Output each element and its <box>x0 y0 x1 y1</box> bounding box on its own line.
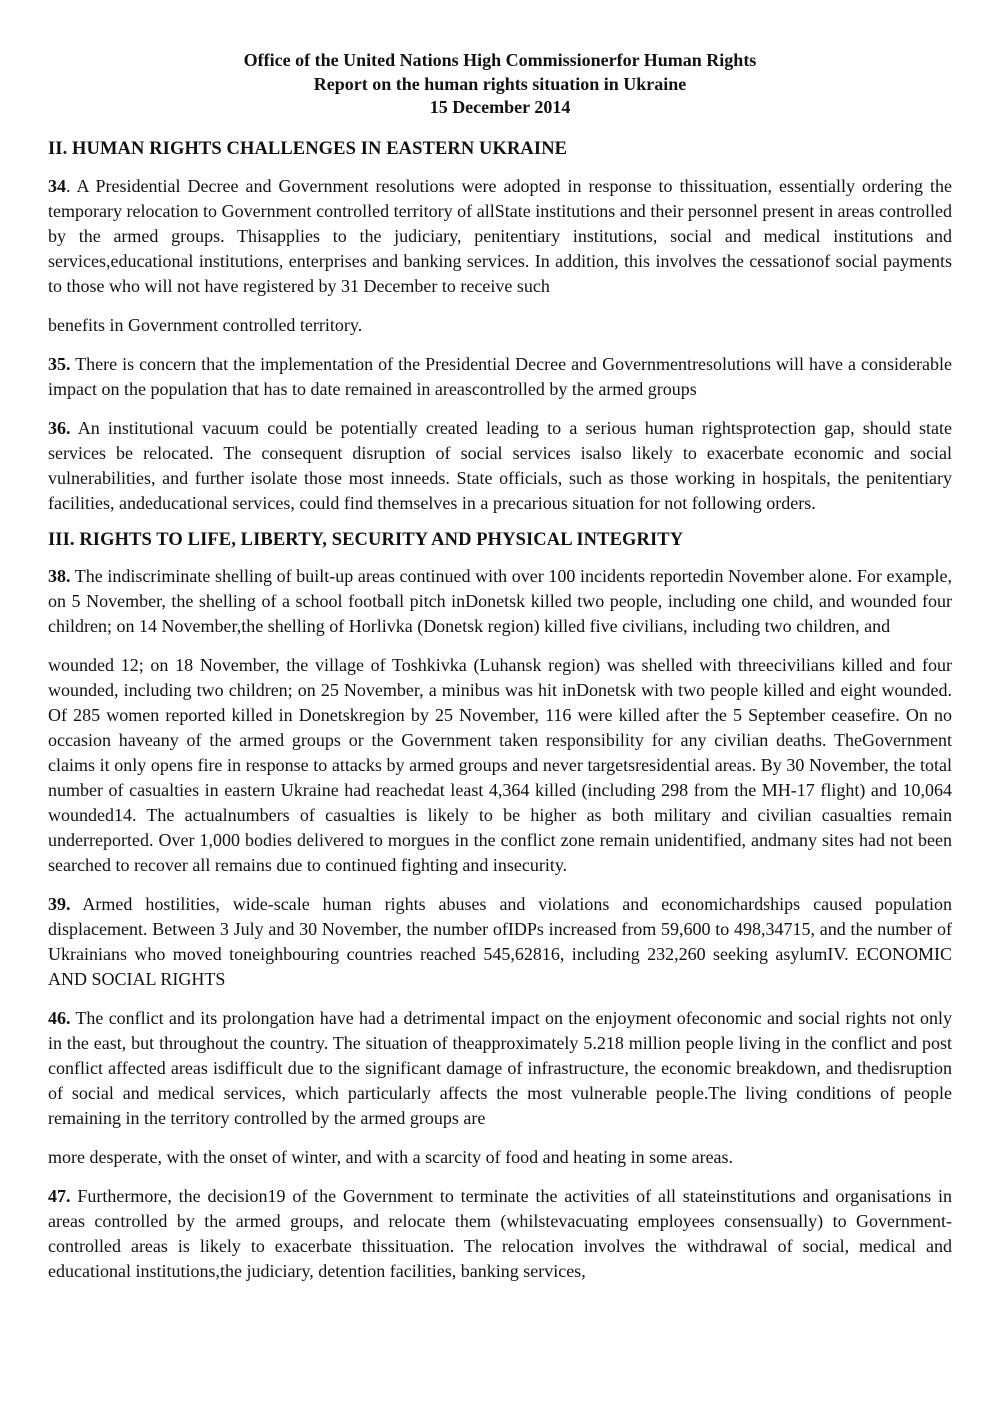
paragraph-number: 38. <box>48 565 71 586</box>
paragraph-number: 46. <box>48 1007 71 1028</box>
paragraph-text: wounded 12; on 18 November, the village of Toshkivka (Luhansk region) was shelled with threecivilians killed and four wounded, including two children; on 25 November, a minibus was hit inDonetsk with two people killed and eight wounded. Of 285 women reported killed in Donetskregion by 25 November, 116 were killed after the 5 September ceasefire. On no occasion haveany of the armed groups or the Government taken responsibility for any civilian deaths. TheGovernment claims it only opens fire in response to attacks by armed groups and never targetsresidential areas. By 30 November, the total number of casualties in eastern Ukraine had reachedat least 4,364 killed (including 298 from the MH-17 flight) and 10,064 wounded14. The actualnumbers of casualties is likely to be higher as both military and civilian casualties remain underreported. Over 1,000 bodies delivered to morgues in the conflict zone remain unidentified, andmany sites had not been searched to recover all remains due to continued fighting and insecurity. <box>48 654 952 875</box>
paragraph-35 <box>48 352 952 402</box>
paragraph-number: 34 <box>48 175 66 196</box>
paragraph-text: The conflict and its prolongation have had a detrimental impact on the enjoyment ofeconomic and social rights not only in the east, but throughout the country. The situation of theapproximately 5.218 million people living in the conflict and post conflict affected areas isdifficult due to the significant damage of infrastructure, the economic breakdown, and thedisruption of social and medical services, which particularly affects the most vulnerable people.The living conditions of people remaining in the territory controlled by the armed groups are <box>48 1007 952 1128</box>
paragraph-text: . A Presidential Decree and Government resolutions were adopted in response to thissituation, essentially ordering the temporary relocation to Government controlled territory of allState institutions and their personnel present in areas controlled by the armed groups. Thisapplies to the judiciary, penitentiary institutions, social and medical institutions and services,educational institutions, enterprises and banking services. In addition, this involves the cessationof social payments to those who will not have registered by 31 December to receive such <box>48 175 952 296</box>
paragraph-39 <box>48 892 952 992</box>
paragraph-34-continued <box>48 313 952 338</box>
paragraph-text: Furthermore, the decision19 of the Government to terminate the activities of all stateinstitutions and organisations in areas controlled by the armed groups, and relocate them (whilstevacuating employees consensually) to Government-controlled areas is likely to exacerbate thissituation. The relocation involves the withdrawal of social, medical and educational institutions,the judiciary, detention facilities, banking services, <box>48 1185 952 1281</box>
section-heading-ii: II. HUMAN RIGHTS CHALLENGES IN EASTERN UKRAINE <box>48 138 568 159</box>
paragraph-text: more desperate, with the onset of winter, and with a scarcity of food and heating in some areas. <box>48 1146 734 1167</box>
paragraph-number: 35. <box>48 353 71 374</box>
paragraph-text: benefits in Government controlled territory. <box>48 314 363 335</box>
section-heading-iii: III. RIGHTS TO LIFE, LIBERTY, SECURITY AND PHYSICAL INTEGRITY <box>48 529 684 550</box>
paragraph-36 <box>48 416 952 516</box>
paragraph-47 <box>48 1184 952 1284</box>
document-page <box>48 0 952 1284</box>
paragraph-text: The indiscriminate shelling of built-up areas continued with over 100 incidents reportedin November alone. For example, on 5 November, the shelling of a school football pitch inDonetsk killed two people, including one child, and wounded four children; on 14 November,the shelling of Horlivka (Donetsk region) killed five civilians, including two children, and <box>48 565 952 636</box>
paragraph-text: There is concern that the implementation of the Presidential Decree and Governmentresolutions will have a considerable impact on the population that has to date remained in areascontrolled by the armed groups <box>48 353 952 399</box>
document-header <box>48 49 952 120</box>
paragraph-text: An institutional vacuum could be potentially created leading to a serious human rightsprotection gap, should state services be relocated. The consequent disruption of social services isalso likely to exacerbate economic and social vulnerabilities, and further isolate those most inneeds. State officials, such as those working in hospitals, the penitentiary facilities, andeducational services, could find themselves in a precarious situation for not following orders. <box>48 417 952 513</box>
paragraph-46 <box>48 1006 952 1131</box>
paragraph-46-continued <box>48 1145 952 1170</box>
paragraph-number: 36. <box>48 417 71 438</box>
paragraph-34 <box>48 174 952 299</box>
header-date: 15 December 2014 <box>429 97 571 117</box>
paragraph-text: Armed hostilities, wide-scale human rights abuses and violations and economichardships caused population displacement. Between 3 July and 30 November, the number ofIDPs increased from 59,600 to 498,34715, and the number of Ukrainians who moved toneighbouring countries reached 545,62816, including 232,260 seeking asylumIV. ECONOMIC AND SOCIAL RIGHTS <box>48 893 952 989</box>
paragraph-38-continued <box>48 653 952 878</box>
header-organization: Office of the United Nations High Commissionerfor Human Rights <box>243 50 757 70</box>
paragraph-38 <box>48 564 952 639</box>
paragraph-number: 47. <box>48 1185 71 1206</box>
paragraph-number: 39. <box>48 893 71 914</box>
header-report-title: Report on the human rights situation in Ukraine <box>313 73 687 94</box>
